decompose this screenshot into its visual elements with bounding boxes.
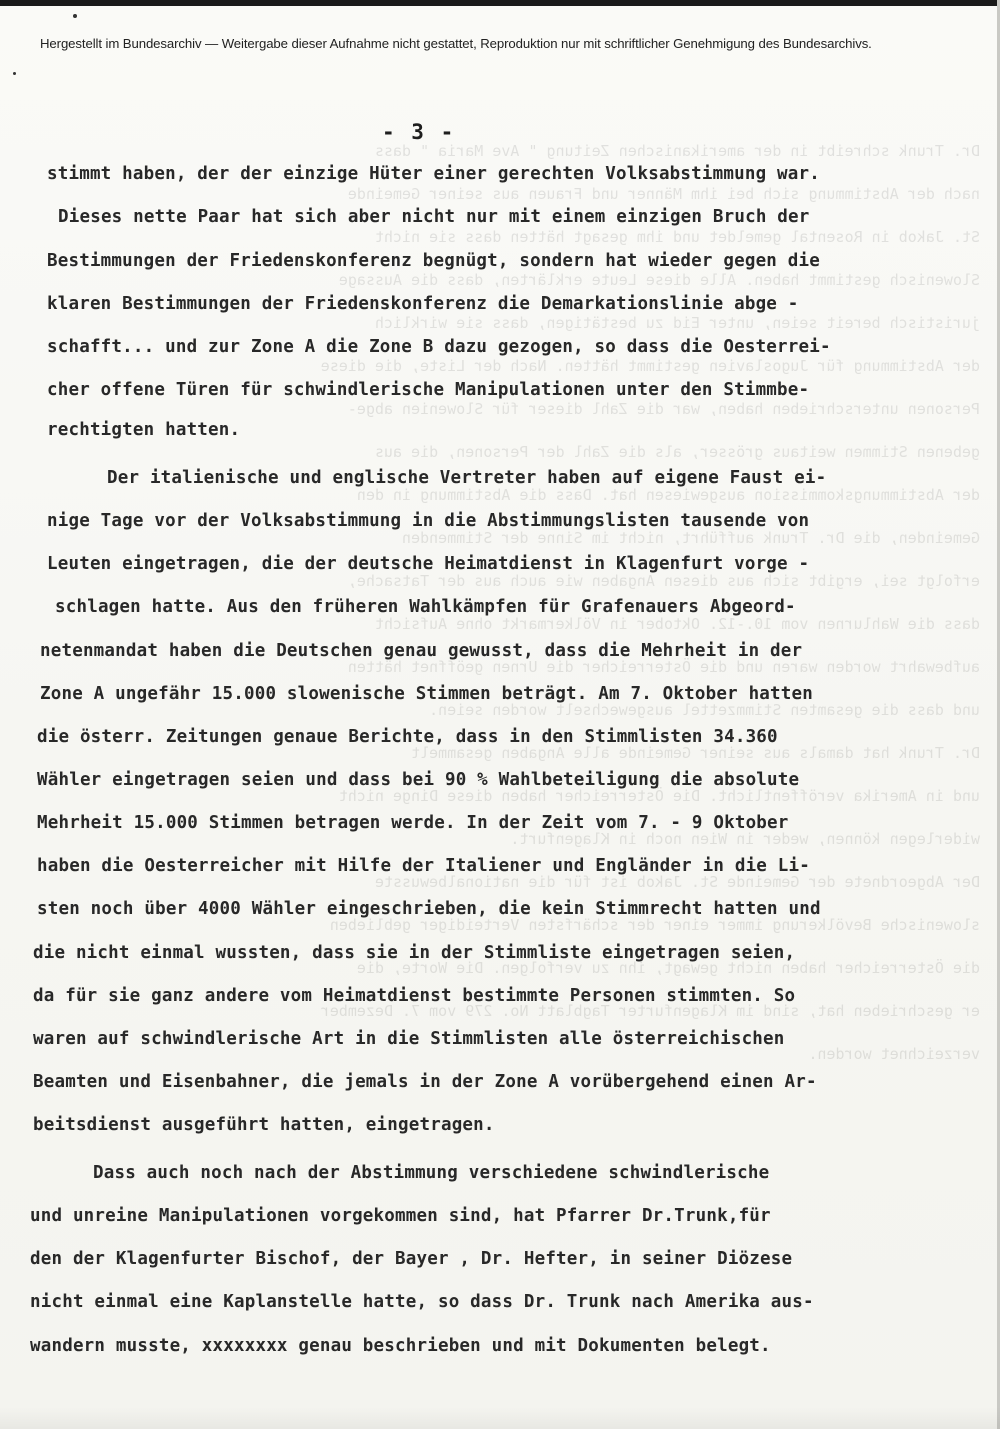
text-line: die österr. Zeitungen genaue Berichte, dass in den Stimmlisten 34.360 (37, 727, 778, 747)
scan-bottom-shade (0, 1407, 1000, 1429)
text-line: Dieses nette Paar hat sich aber nicht nur mit einem einzigen Bruch der (58, 207, 810, 227)
text-line: Wähler eingetragen seien und dass bei 90 % Wahlbeteiligung die absolute (37, 770, 800, 790)
text-line: waren auf schwindlerische Art in die Stimmlisten alle österreichischen (33, 1029, 785, 1049)
text-line: stimmt haben, der der einzige Hüter einer gerechten Volksabstimmung war. (47, 164, 820, 184)
text-line: den der Klagenfurter Bischof, der Bayer , Dr. Hefter, in seiner Diözese (30, 1249, 793, 1269)
text-line: sten noch über 4000 Wähler eingeschrieben, die kein Stimmrecht hatten und (37, 899, 821, 919)
text-line: netenmandat haben die Deutschen genau gewusst, dass die Mehrheit in der (40, 641, 803, 661)
scan-speck (13, 72, 16, 75)
page-number: - 3 - (382, 120, 456, 144)
scan-speck (73, 14, 77, 18)
text-line: schafft... und zur Zone A die Zone B dazu gezogen, so dass die Oesterrei- (47, 337, 831, 357)
text-line: nicht einmal eine Kaplanstelle hatte, so dass Dr. Trunk nach Amerika aus- (30, 1292, 814, 1312)
text-line: Der italienische und englische Vertreter haben auf eigene Faust ei- (107, 468, 827, 488)
text-line: schlagen hatte. Aus den früheren Wahlkämpfen für Grafenauers Abgeord- (55, 597, 796, 617)
text-line: wandern musste, xxxxxxxx genau beschrieben und mit Dokumenten belegt. (30, 1336, 771, 1356)
text-line: die nicht einmal wussten, dass sie in der Stimmliste eingetragen seien, (33, 943, 796, 963)
text-line: haben die Oesterreicher mit Hilfe der Italiener und Engländer in die Li- (37, 856, 810, 876)
archive-notice: Hergestellt im Bundesarchiv — Weitergabe dieser Aufnahme nicht gestattet, Reproduktion nur mit schriftlicher Genehmigung des Bundesarchivs. (40, 36, 872, 51)
scan-top-edge (0, 0, 1000, 6)
bleed-through-text: Dr. Trunk schreibt in der amerikanischen Zeitung " Ave Maria " dass nach der Abstimmung sich bei ihm Männer und Frauen aus seiner Gemeinde St. Jakob in Rosental gemeldet und ihm gesagt hätten dass sie nicht Slowenisch gestimmt haben. Alle diese Leute erklärten, dass die Aussage juristisch bereit seien, unter Eid zu bestätigen, dass sie wirklich der Abstimmung für Jugoslavien gestimmt hätten. Nach der Liste, die diese Personen unterschrieben haben, war die Zahl dieser für Slowenien abge- gebenen Stimmen weitaus grösser, als die Zahl der Personen, die aus der Abstimmungskommission ausgewiesen hat. Dass die Abstimmung in den Gemeinden, die Dr. Trunk aufführt, nicht im Sinne der Stimmenden erfolgt sei, ergibt sich aus diesen Angaben wie auch aus der Tatsache, dass die Wahlurnen vom 10.-12. Oktober in Völkermarkt ohne Aufsicht aufbewahrt worden waren und die Österreicher die Urnen geöffnet hätten und dass die gesamten Stimmzettel ausgewechselt worden seien. Dr. Trunk hat damals aus seiner Gemeinde alle Angaben gesammelt und in Amerika veröffentlicht. Die Österreicher haben diese Dinge nicht widerlegen können, weder in Wien noch in Klagenfurt. Der Abgeordnete der Gemeinde St. Jakob ist für die nationalbewusste slowenische Bevölkerung immer einer der schärfsten Verteidiger geblieben die Österreicher haben nicht gewagt, ihn zu verfolgen. Die Worte, die er geschrieben hat, sind im Klagenfurter Tagblatt No. 279 vom 7. Dezember verzeichnet worden. (320, 142, 980, 1063)
text-line: Bestimmungen der Friedenskonferenz begnügt, sondern hat wieder gegen die (47, 251, 820, 271)
text-line: Leuten eingetragen, die der deutsche Heimatdienst in Klagenfurt vorge - (47, 554, 810, 574)
text-line: klaren Bestimmungen der Friedenskonferenz die Demarkationslinie abge - (47, 294, 799, 314)
text-line: nige Tage vor der Volksabstimmung in die Abstimmungslisten tausende von (47, 511, 810, 531)
text-line: rechtigten hatten. (47, 420, 241, 440)
text-line: Zone A ungefähr 15.000 slowenische Stimmen beträgt. Am 7. Oktober hatten (40, 684, 813, 704)
text-line: cher offene Türen für schwindlerische Manipulationen unter den Stimmbe- (47, 380, 810, 400)
text-line: Beamten und Eisenbahner, die jemals in der Zone A vorübergehend einen Ar- (33, 1072, 817, 1092)
text-line: da für sie ganz andere vom Heimatdienst bestimmte Personen stimmten. So (33, 986, 796, 1006)
text-line: beitsdienst ausgeführt hatten, eingetragen. (33, 1115, 495, 1135)
text-line: Mehrheit 15.000 Stimmen betragen werde. In der Zeit vom 7. - 9 Oktober (37, 813, 789, 833)
text-line: und unreine Manipulationen vorgekommen sind, hat Pfarrer Dr.Trunk,für (30, 1206, 771, 1226)
text-line: Dass auch noch nach der Abstimmung verschiedene schwindlerische (93, 1163, 770, 1183)
